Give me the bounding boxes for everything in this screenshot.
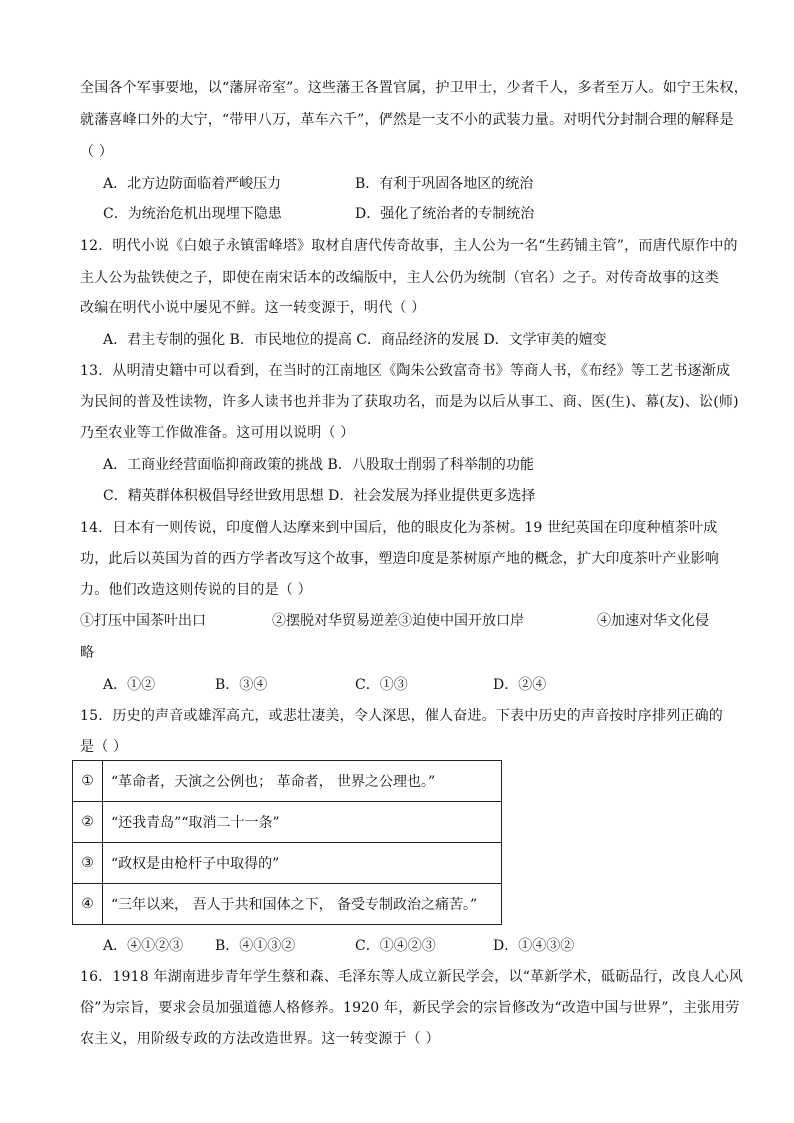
q15-option-b[interactable]: B．④①③②	[215, 938, 296, 954]
q12-stem-line-2: 主人公为盐铁使之子，即使在南宋话本的改编版中，主人公仍为统制（官名）之子。对传奇故事的这类	[80, 270, 719, 286]
row-number: ④	[73, 884, 103, 925]
table-row	[73, 884, 502, 925]
q13-options-cd[interactable]: C．精英群体积极倡导经世致用思想 D．社会发展为择业提供更多选择	[103, 488, 536, 504]
row-quote: “三年以来， 吾人于共和国体之下， 备受专制政治之痛苦。”	[103, 884, 502, 925]
q15-option-c[interactable]: C．①④②③	[355, 938, 436, 954]
q14-option-b[interactable]: B．③④	[215, 677, 268, 693]
q13-stem-line-2: 为民间的普及性读物，许多人读书也并非为了获取功名，而是为以后从事工、商、医(生)、幕(友)、讼(师)	[80, 394, 739, 410]
table-row	[73, 843, 502, 884]
q15-quote-table	[72, 760, 502, 925]
q11-stem-line-1: 全国各个军事要地，以“藩屏帝室”。这些藩王各置官属，护卫甲士，少者千人，多者至万人。如宁王朱权，	[80, 80, 748, 96]
table-row	[73, 802, 502, 843]
row-number: ①	[73, 761, 103, 802]
row-number: ③	[73, 843, 103, 884]
q14-stem-line-3: 力。他们改造这则传说的目的是（ ）	[80, 582, 312, 598]
q13-stem-line-1: 13．从明清史籍中可以看到，在当时的江南地区《陶朱公致富奇书》等商人书，《布经》等工艺书逐渐成	[80, 363, 731, 379]
q11-option-d[interactable]: D．强化了统治者的专制统治	[355, 206, 535, 222]
q12-stem-line-3: 改编在明代小说中屡见不鲜。这一转变源于，明代（ ）	[80, 300, 426, 316]
table-row	[73, 761, 502, 802]
q14-item-4-continued: 略	[80, 645, 94, 661]
q11-option-a[interactable]: A．北方边防面临着严峻压力	[103, 176, 282, 192]
row-quote: “还我青岛”“取消二十一条”	[103, 802, 502, 843]
q16-stem-line-1: 16．1918 年湖南进步青年学生蔡和森、毛泽东等人成立新民学会，以“革新学术，砥砺品行，改良人心风	[80, 969, 744, 985]
q14-option-c[interactable]: C．①③	[355, 677, 408, 693]
q14-option-a[interactable]: A．①②	[103, 677, 156, 693]
q14-item-2-3: ②摆脱对华贸易逆差③迫使中国开放口岸	[272, 613, 524, 629]
q12-stem-line-1: 12．明代小说《白娘子永镇雷峰塔》取材自唐代传奇故事，主人公为一名“生药铺主管”，而唐代原作中的	[80, 238, 738, 254]
q12-options[interactable]: A．君主专制的强化 B．市民地位的提高 C．商品经济的发展 D．文学审美的嬗变	[103, 332, 607, 348]
q14-item-1: ①打压中国茶叶出口	[80, 613, 206, 629]
q16-stem-line-3: 农主义，用阶级专政的方法改造世界。这一转变源于（ ）	[80, 1031, 440, 1047]
q13-stem-line-3: 乃至农业等工作做准备。这可用以说明（ ）	[80, 425, 355, 441]
row-quote: “革命者，天演之公例也； 革命者， 世界之公理也。”	[103, 761, 502, 802]
q15-stem-line-2: 是（ ）	[80, 739, 128, 755]
row-number: ②	[73, 802, 103, 843]
row-quote: “政权是由枪杆子中取得的”	[103, 843, 502, 884]
q14-stem-line-2: 功，此后以英国为首的西方学者改写这个故事，塑造印度是茶树原产地的概念，扩大印度茶叶产业影响	[80, 551, 719, 567]
q11-option-b[interactable]: B．有利于巩固各地区的统治	[355, 176, 534, 192]
q14-option-d[interactable]: D．②④	[493, 677, 547, 693]
q14-item-4: ④加速对华文化侵	[597, 613, 709, 629]
q11-option-c[interactable]: C．为统治危机出现埋下隐患	[103, 206, 282, 222]
q15-stem-line-1: 15．历史的声音或雄浑高亢，或悲壮凄美，令人深思，催人奋进。下表中历史的声音按时序排列正确的	[80, 708, 724, 724]
q16-stem-line-2: 俗”为宗旨，要求会员加强道德人格修养。1920 年，新民学会的宗旨修改为“改造中国与世界”，主张用劳	[80, 1000, 740, 1016]
q13-options-ab[interactable]: A．工商业经营面临抑商政策的挑战 B．八股取士削弱了科举制的功能	[103, 457, 534, 473]
q14-stem-line-1: 14．日本有一则传说，印度僧人达摩来到中国后，他的眼皮化为茶树。19 世纪英国在印度种植茶叶成	[80, 520, 718, 536]
q15-option-d[interactable]: D．①④③②	[493, 938, 575, 954]
q11-stem-line-2: 就藩喜峰口外的大宁，“带甲八万，革车六千”，俨然是一支不小的武装力量。对明代分封制合理的解释是	[80, 112, 734, 128]
q15-option-a[interactable]: A．④①②③	[103, 938, 184, 954]
q11-stem-line-3: （ ）	[80, 144, 114, 160]
